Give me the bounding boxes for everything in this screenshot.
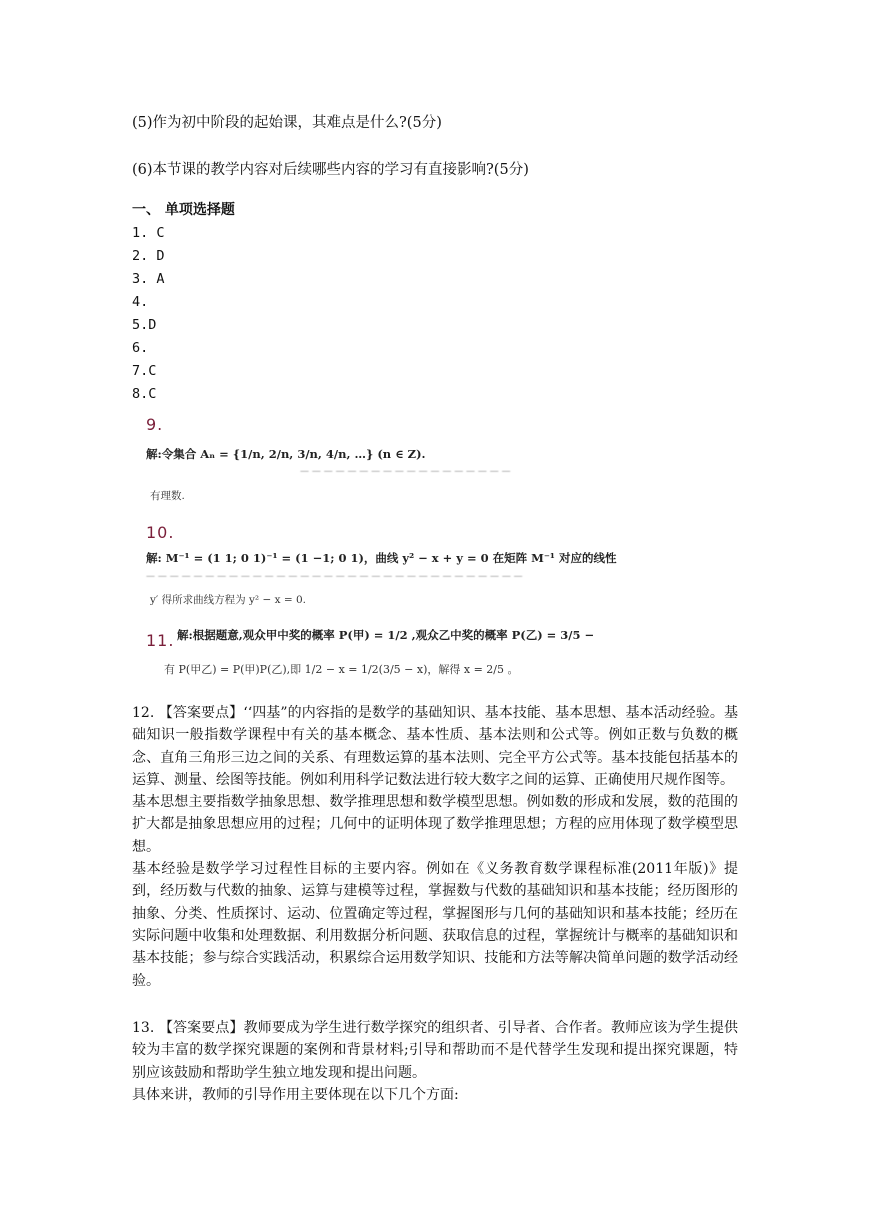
solution-number: 11. xyxy=(146,631,175,650)
answer-12-paragraph: 12. 【答案要点】‘‘四基”的内容指的是数学的基础知识、基本技能、基本思想、基本活动经验。基础知识一般指数学课程中有关的基本概念、基本性质、基本法则和公式等。例如正数与负数的概念、直角三角形三边之间的关系、有理数运算的基本法则、完全平方公式等。基本技能包括基本的运算、测量、绘图等技能。例如利用科学记数法进行较大数字之间的运算、正确使用尺规作图等。 xyxy=(132,705,738,788)
answer-12 xyxy=(132,702,738,992)
solution-number: 9. xyxy=(146,415,164,434)
answer-item: 8.C xyxy=(132,386,157,402)
answer-13 xyxy=(132,1017,738,1106)
section-title: 一、 单项选择题 xyxy=(132,202,235,218)
answer-item: 1. C xyxy=(132,225,165,241)
solution-text: 解:令集合 Aₙ = {1/n, 2/n, 3/n, 4/n, …} (n ∈ Z). xyxy=(146,447,426,461)
solution-line: 有理数. xyxy=(150,490,185,502)
scan-artifact: — — — — — — — — — — — — — — — — — — — — — — — — — — — — — — — — xyxy=(146,572,523,582)
solution-text: 解: M⁻¹ = (1 1; 0 1)⁻¹ = (1 −1; 0 1)，曲线 y² − x + y = 0 在矩阵 M⁻¹ 对应的线性 xyxy=(146,551,617,565)
solution-line: y′ 得所求曲线方程为 y² − x = 0. xyxy=(150,594,307,606)
answer-13-paragraph: 13. 【答案要点】教师要成为学生进行数学探究的组织者、引导者、合作者。教师应该为学生提供较为丰富的数学探究课题的案例和背景材料;引导和帮助而不是代替学生发现和提出探究课题，特别应该鼓励和帮助学生独立地发现和提出问题。 xyxy=(132,1020,738,1081)
answer-item: 7.C xyxy=(132,363,157,379)
solution-text: 解:根据题意,观众甲中奖的概率 P(甲) = 1/2 ,观众乙中奖的概率 P(乙) = 3/5 − xyxy=(177,628,595,642)
answer-item: 4. xyxy=(132,294,149,310)
answer-item: 3. A xyxy=(132,271,165,287)
answer-item: 5.D xyxy=(132,317,157,333)
solution-line xyxy=(177,627,594,643)
answer-12-paragraph: 基本经验是数学学习过程性目标的主要内容。例如在《义务教育数学课程标准(2011年版)》提到，经历数与代数的抽象、运算与建模等过程，掌握数与代数的基础知识和基本技能；经历图形的抽象、分类、性质探讨、运动、位置确定等过程，掌握图形与几何的基础知识和基本技能；经历在实际问题中收集和处理数据、利用数据分析问题、获取信息的过程，掌握统计与概率的基础知识和基本技能；参与综合实践活动，积累综合运用数学知识、技能和方法等解决简单问题的数学活动经验。 xyxy=(132,861,738,989)
solution-line xyxy=(146,550,616,566)
scan-artifact: — — — — — — — — — — — — — — — — — — xyxy=(300,467,511,477)
answer-13-paragraph: 具体来讲，教师的引导作用主要体现在以下几个方面: xyxy=(132,1086,459,1103)
solution-line xyxy=(146,446,426,462)
question-6: (6)本节课的教学内容对后续哪些内容的学习有直接影响?(5分) xyxy=(132,162,529,178)
solution-number: 10. xyxy=(146,523,175,542)
solution-line: 有 P(甲乙) = P(甲)P(乙),即 1/2 − x = 1/2(3/5 − x)，解得 x = 2/5 。 xyxy=(164,663,519,676)
answer-item: 6. xyxy=(132,340,149,356)
answer-12-paragraph: 基本思想主要指数学抽象思想、数学推理思想和数学模型思想。例如数的形成和发展，数的范围的扩大都是抽象思想应用的过程；几何中的证明体现了数学推理思想；方程的应用体现了数学模型思想。 xyxy=(132,794,738,855)
question-5: (5)作为初中阶段的起始课，其难点是什么?(5分) xyxy=(132,115,442,131)
answer-item: 2. D xyxy=(132,248,165,264)
